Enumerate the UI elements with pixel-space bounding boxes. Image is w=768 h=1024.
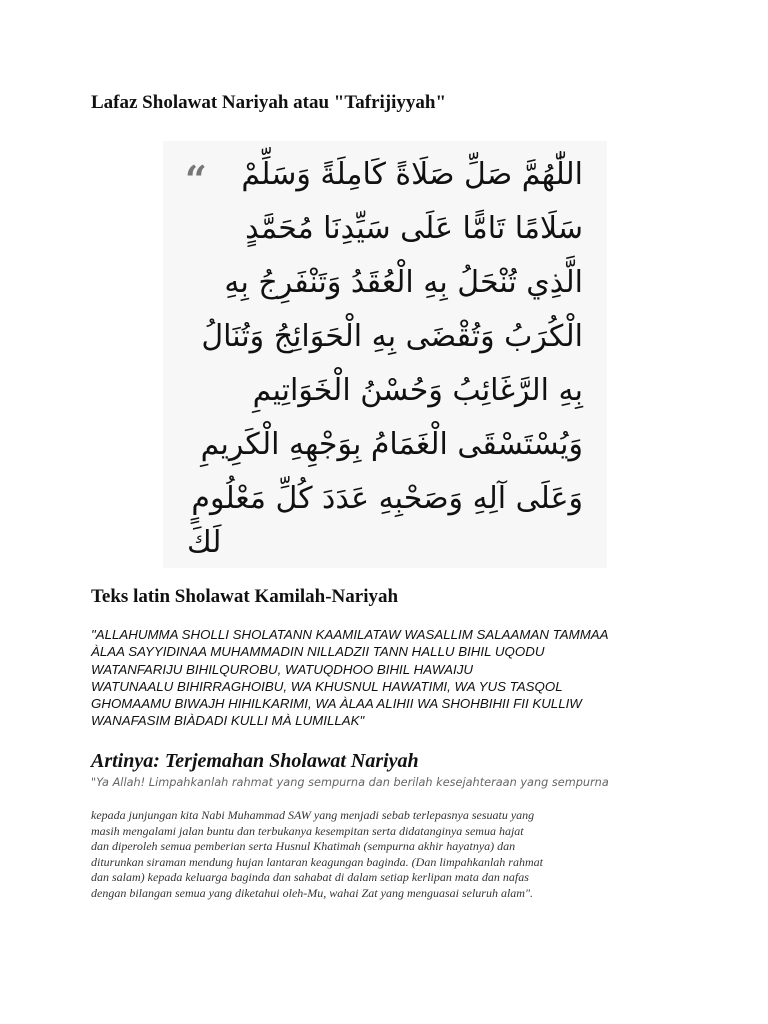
translation-line: diturunkan siraman mendung hujan lantaran keagungan baginda. (Dan limpahkanlah rahmat	[91, 854, 543, 869]
translation-line: dengan bilangan semua yang diketahui oleh-Mu, wahai Zat yang menguasai seluruh alam".	[91, 885, 533, 900]
arabic-line-3: الَّذِي تُنْحَلُ بِهِ الْعُقَدُ وَتَنْفَرِجُ بِهِ	[224, 265, 583, 300]
arabic-line-6: وَيُسْتَسْقَى الْغَمَامُ بِوَجْهِهِ الْكَرِيمِ	[200, 427, 583, 462]
section-title-latin: Teks latin Sholawat Kamilah-Nariyah	[91, 586, 399, 607]
section-title-translation: Artinya: Terjemahan Sholawat Nariyah	[91, 750, 419, 772]
translation-lead-text: "Ya Allah! Limpahkanlah rahmat yang sempurna dan berilah kesejahteraan yang sempurna	[91, 776, 609, 789]
translation-body	[91, 808, 651, 902]
translation-line: dan diperoleh semua pemberian serta Husnul Khatimah (sempurna akhir hayatnya) dan	[91, 839, 516, 854]
latin-line: GHOMAAMU BIWAJH HIHILKARIMI, WA ÀLAA ALIHII WA SHOHBIHII FII KULLIW	[91, 696, 582, 712]
translation-line: kepada junjungan kita Nabi Muhammad SAW yang menjadi sebab terlepasnya sesuatu yang	[91, 808, 535, 822]
arabic-line-8: لَكَ	[187, 525, 222, 560]
arabic-line-7: وَعَلَى آلِهِ وَصَحْبِهِ عَدَدَ كُلِّ مَعْلُومٍ	[191, 481, 583, 516]
section-title-lafaz: Lafaz Sholawat Nariyah atau "Tafrijiyyah"	[91, 92, 447, 113]
latin-line: WANAFASIM BIÀDADI KULLI MÀ LUMILLAK"	[91, 713, 365, 729]
translation-line: dan salam) kepada keluarga baginda dan sahabat di dalam setiap kerlipan mata dan nafas	[91, 870, 529, 885]
arabic-line-2: سَلَامًا تَامًّا عَلَى سَيِّدِنَا مُحَمَّدٍ	[245, 211, 583, 246]
arabic-text-image	[163, 141, 607, 568]
latin-transliteration	[91, 626, 671, 730]
latin-line: "ALLAHUMMA SHOLLI SHOLATANN KAAMILATAW WASALLIM SALAAMAN TAMMAA	[91, 627, 609, 642]
latin-line: ÀLAA SAYYIDINAA MUHAMMADIN NILLADZII TANN HALLU BIHIL UQODU	[91, 644, 545, 660]
arabic-line-4: الْكُرَبُ وَتُقْضَى بِهِ الْحَوَائِجُ وَتُنَالُ	[201, 319, 583, 354]
arabic-line-1: اللّٰهُمَّ صَلِّ صَلَاةً كَامِلَةً وَسَلِّمْ	[241, 157, 583, 192]
latin-line: WATUNAALU BIHIRRAGHOIBU, WA KHUSNUL HAWATIMI, WA YUS TASQOL	[91, 678, 563, 694]
translation-line: masih mengalami jalan buntu dan terbukanya kesempitan serta didatanginya semua hajat	[91, 823, 524, 838]
opening-quote-mark: “	[185, 157, 207, 202]
arabic-line-5: بِهِ الرَّغَائِبُ وَحُسْنُ الْخَوَاتِيمِ	[252, 373, 583, 408]
latin-line: WATANFARIJU BIHILQUROBU, WATUQDHOO BIHIL HAWAIJU	[91, 661, 473, 677]
